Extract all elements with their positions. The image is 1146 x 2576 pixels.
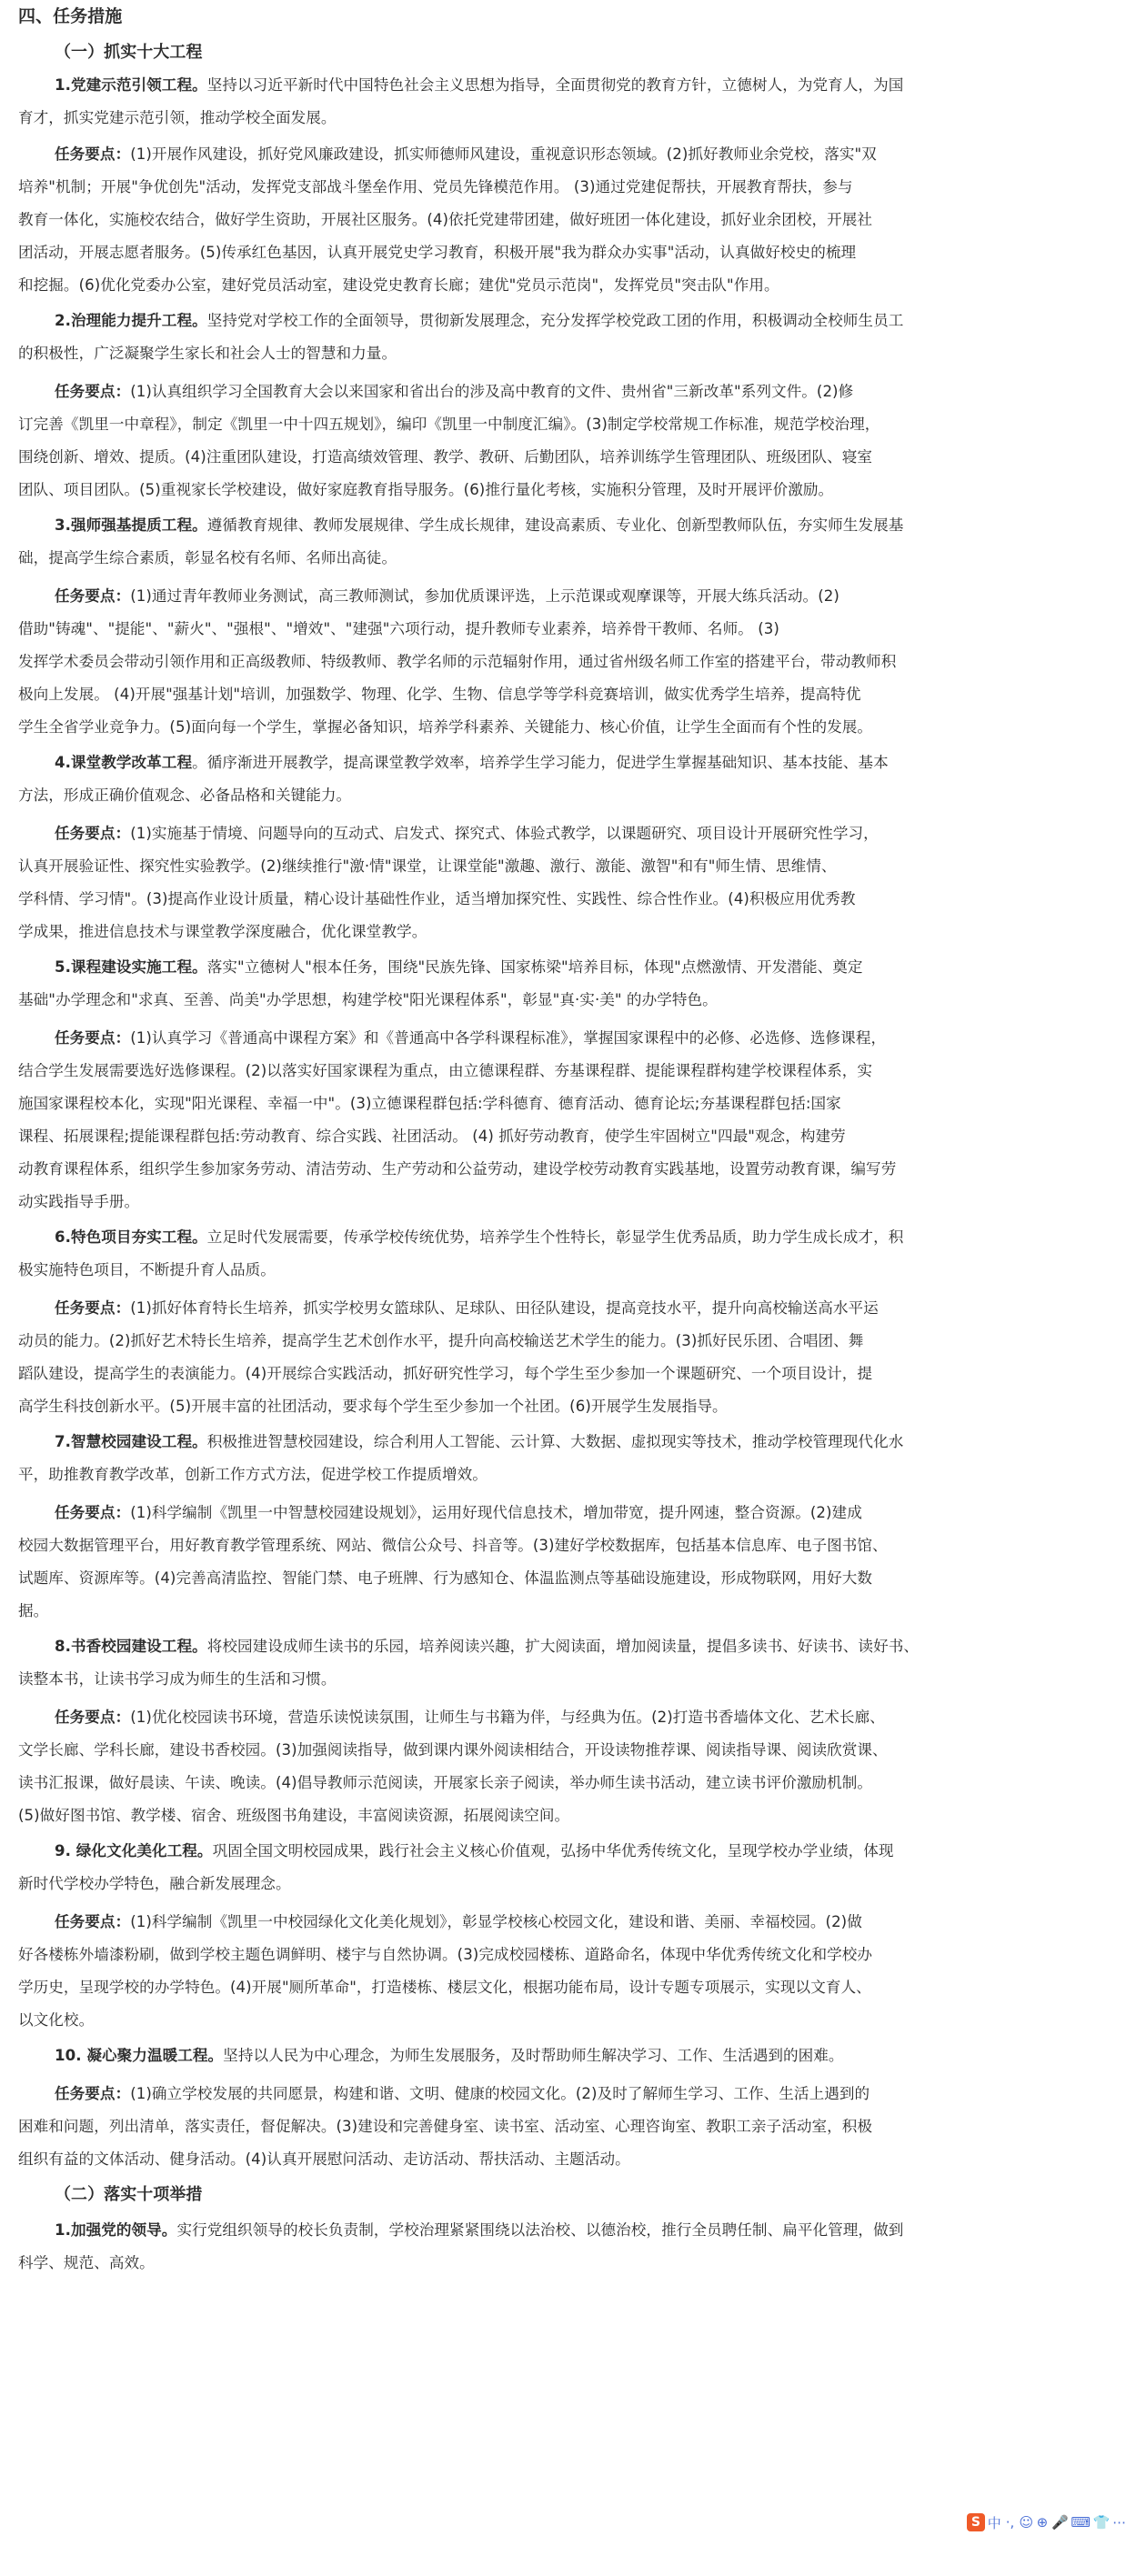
subsection-title: （二）落实十项举措 (55, 2185, 203, 2204)
paragraph-line: 6.特色项目夯实工程。立足时代发展需要，传承学校传统优势，培养学生个性特长，彰显学生优秀品质，助力学生成长成才，积 (55, 1228, 904, 1246)
paragraph-line: (5)做好图书馆、教学楼、宿舍、班级图书角建设，丰富阅读资源，拓展阅读空间。 (18, 1807, 570, 1824)
paragraph-line: 学科情、学习情"。(3)提高作业设计质量，精心设计基础性作业，适当增加探究性、实践性、综合性作业。(4)积极应用优秀教 (18, 890, 856, 907)
paragraph-line: 组织有益的文体活动、健身活动。(4)认真开展慰问活动、走访活动、帮扶活动、主题活动。 (18, 2150, 630, 2168)
paragraph-line: 团队、项目团队。(5)重视家长学校建设，做好家庭教育指导服务。(6)推行量化考核，实施积分管理，及时开展评价激励。 (18, 481, 834, 498)
paragraph-line: 学生全省学业竞争力。(5)面向每一个学生，掌握必备知识，培养学科素养、关键能力、核心价值，让学生全面而有个性的发展。 (18, 718, 873, 736)
paragraph-line: 任务要点：(1)科学编制《凯里一中校园绿化文化美化规划》，彰显学校核心校园文化，建设和谐、美丽、幸福校园。(2)做 (55, 1913, 862, 1930)
task-label: 任务要点： (55, 383, 131, 400)
paragraph-line: 好各楼栋外墙漆粉刷，做到学校主题色调鲜明、楼宇与自然协调。(3)完成校园楼栋、道路命名，体现中华优秀传统文化和学校办 (18, 1946, 873, 1963)
paragraph-line: 动员的能力。(2)抓好艺术特长生培养，提高学生艺术创作水平，提升向高校输送艺术学生的能力。(3)抓好民乐团、合唱团、舞 (18, 1332, 864, 1349)
emoji-icon[interactable]: ☺ (1019, 2514, 1034, 2531)
item-heading: 8.书香校园建设工程。 (55, 1638, 207, 1655)
paragraph-line: 任务要点：(1)确立学校发展的共同愿景，构建和谐、文明、健康的校园文化。(2)及时了解师生学习、工作、生活上遇到的 (55, 2085, 870, 2102)
item-heading: 4.课堂教学改革工程 (55, 754, 193, 771)
task-label: 任务要点： (55, 1504, 131, 1521)
paragraph-line: 任务要点：(1)科学编制《凯里一中智慧校园建设规划》，运用好现代信息技术，增加带宽，提升网速，整合资源。(2)建成 (55, 1504, 862, 1521)
paragraph-line: 围绕创新、增效、提质。(4)注重团队建设，打造高绩效管理、教学、教研、后勤团队，培养训练学生管理团队、班级团队、寝室 (18, 448, 873, 466)
paragraph-line: 结合学生发展需要选好选修课程。(2)以落实好国家课程为重点，由立德课程群、夯基课程群、提能课程群构建学校课程体系，实 (18, 1062, 873, 1079)
paragraph-line: 4.课堂教学改革工程。循序渐进开展教学，提高课堂教学效率，培养学生学习能力，促进学生掌握基础知识、基本技能、基本 (55, 754, 889, 771)
paragraph-line: 读整本书，让读书学习成为师生的生活和习惯。 (18, 1670, 337, 1688)
paragraph-line: 的积极性，广泛凝聚学生家长和社会人士的智慧和力量。 (18, 345, 397, 362)
item-heading: 1.党建示范引领工程。 (55, 76, 207, 94)
paragraph-line: 1.党建示范引领工程。坚持以习近平新时代中国特色社会主义思想为指导，全面贯彻党的教育方针，立德树人，为党育人，为国 (55, 76, 904, 94)
paragraph-line: 施国家课程校本化，实现"阳光课程、幸福一中"。(3)立德课程群包括:学科德育、德育活动、德育论坛;夯基课程群包括:国家 (18, 1095, 841, 1112)
paragraph-line: 任务要点：(1)认真学习《普通高中课程方案》和《普通高中各学科课程标准》，掌握国家课程中的必修、必选修、选修课程， (55, 1029, 887, 1047)
paragraph-line: 借助"铸魂"、"提能"、"薪火"、"强根"、"增效"、"建强"六项行动，提升教师专业素养，培养骨干教师、名师。 (3) (18, 620, 779, 637)
item-heading: 2.治理能力提升工程。 (55, 312, 207, 329)
paragraph-line: 课程、拓展课程;提能课程群包括:劳动教育、综合实践、社团活动。 (4) 抓好劳动教育，使学生牢固树立"四最"观念，构建劳 (18, 1128, 846, 1145)
paragraph-line: 以文化校。 (18, 2011, 95, 2029)
paragraph-line: 方法，形成正确价值观念、必备品格和关键能力。 (18, 787, 352, 804)
paragraph-line: 5.课程建设实施工程。落实"立德树人"根本任务，围绕"民族先锋、国家栋梁"培养目标，体现"点燃激情、开发潜能、奠定 (55, 958, 863, 976)
item-heading: 9. 绿化文化美化工程。 (55, 1842, 213, 1859)
more-icon[interactable]: ⋯ (1112, 2514, 1127, 2531)
task-label: 任务要点： (55, 825, 131, 842)
paragraph-line: 读书汇报课，做好晨读、午读、晚读。(4)倡导教师示范阅读，开展家长亲子阅读，举办师生读书活动，建立读书评价激励机制。 (18, 1774, 873, 1791)
paragraph-line: 学历史，呈现学校的办学特色。(4)开展"厕所革命"，打造楼栋、楼层文化，根据功能布局，设计专题专项展示，实现以文育人、 (18, 1979, 871, 1996)
paragraph-line: 任务要点：(1)认真组织学习全国教育大会以来国家和省出台的涉及高中教育的文件、贵州省"三新改革"系列文件。(2)修 (55, 383, 854, 400)
paragraph-line: 育才，抓实党建示范引领，推动学校全面发展。 (18, 109, 337, 126)
paragraph-line: 动教育课程体系，组织学生参加家务劳动、清洁劳动、生产劳动和公益劳动，建设学校劳动教育实践基地，设置劳动教育课，编写劳 (18, 1160, 897, 1178)
settings-icon[interactable]: ⊕ (1036, 2514, 1049, 2531)
paragraph-line: 文学长廊、学科长廊，建设书香校园。(3)加强阅读指导，做到课内课外阅读相结合，开设读物推荐课、阅读指导课、阅读欣赏课、 (18, 1741, 888, 1759)
paragraph-line: 2.治理能力提升工程。坚持党对学校工作的全面领导，贯彻新发展理念，充分发挥学校党政工团的作用，积极调动全校师生员工 (55, 312, 904, 329)
paragraph-line: 任务要点：(1)通过青年教师业务测试，高三教师测试，参加优质课评选，上示范课或观摩课等，开展大练兵活动。(2) (55, 587, 839, 605)
paragraph-line: 高学生科技创新水平。(5)开展丰富的社团活动，要求每个学生至少参加一个社团。(6)开展学生发展指导。 (18, 1398, 728, 1415)
paragraph-line: 试题库、资源库等。(4)完善高清监控、智能门禁、电子班牌、行为感知仓、体温监测点等基础设施建设，形成物联网，用好大数 (18, 1569, 873, 1587)
task-label: 任务要点： (55, 1029, 131, 1047)
item-heading: 10. 凝心聚力温暖工程。 (55, 2047, 224, 2064)
paragraph-line: 1.加强党的领导。实行党组织领导的校长负责制，学校治理紧紧围绕以法治校、以德治校，推行全员聘任制、扁平化管理，做到 (55, 2221, 904, 2239)
task-label: 任务要点： (55, 1913, 131, 1930)
task-label: 任务要点： (55, 587, 131, 605)
paragraph-line: 任务要点：(1)优化校园读书环境，营造乐读悦读氛围，让师生与书籍为伴，与经典为伍。(2)打造书香墙体文化、艺术长廊、 (55, 1709, 885, 1726)
sogou-logo-icon[interactable]: S (967, 2513, 985, 2531)
paragraph-line: 础，提高学生综合素质，彰显名校有名师、名师出高徒。 (18, 549, 397, 566)
item-heading: 1.加强党的领导。 (55, 2221, 177, 2239)
paragraph-line: 基础"办学理念和"求真、至善、尚美"办学思想，构建学校"阳光课程体系"，彰显"真·实·美" 的办学特色。 (18, 991, 718, 1008)
paragraph-line: 团活动，开展志愿者服务。(5)传承红色基因，认真开展党史学习教育，积极开展"我为群众办实事"活动，认真做好校史的梳理 (18, 244, 857, 261)
paragraph-line: 学成果，推进信息技术与课堂教学深度融合，优化课堂教学。 (18, 923, 427, 940)
paragraph-line: 极向上发展。 (4)开展"强基计划"培训，加强数学、物理、化学、生物、信息学等学科竞赛培训，做实优秀学生培养，提高特优 (18, 686, 861, 703)
paragraph-line: 任务要点：(1)开展作风建设，抓好党风廉政建设，抓实师德师风建设，重视意识形态领域。(2)抓好教师业余党校，落实"双 (55, 145, 877, 163)
item-heading: 5.课程建设实施工程。 (55, 958, 207, 976)
skin-icon[interactable]: 👕 (1092, 2514, 1111, 2531)
paragraph-line: 困难和问题，列出清单，落实责任，督促解决。(3)建设和完善健身室、读书室、活动室、心理咨询室、教职工亲子活动室，积极 (18, 2118, 873, 2135)
paragraph-line: 动实践指导手册。 (18, 1193, 140, 1210)
task-label: 任务要点： (55, 2085, 131, 2102)
ime-language-toggle[interactable]: 中 (987, 2514, 1001, 2531)
task-label: 任务要点： (55, 145, 131, 163)
punctuation-icon[interactable]: ·, (1005, 2514, 1015, 2531)
item-heading: 7.智慧校园建设工程。 (55, 1433, 207, 1450)
ime-toolbar[interactable] (967, 2511, 1126, 2533)
item-heading: 6.特色项目夯实工程。 (55, 1228, 207, 1246)
paragraph-line: 教育一体化，实施校农结合，做好学生资助，开展社区服务。(4)依托党建带团建，做好班团一体化建设，抓好业余团校，开展社 (18, 211, 873, 228)
paragraph-line: 发挥学术委员会带动引领作用和正高级教师、特级教师、教学名师的示范辐射作用，通过省州级名师工作室的搭建平台，带动教师积 (18, 653, 897, 670)
paragraph-line: 认真开展验证性、探究性实验教学。(2)继续推行"激·情"课堂，让课堂能"激趣、激行、激能、激智"和有"师生情、思维情、 (18, 857, 837, 875)
paragraph-line: 培养"机制；开展"争优创先"活动，发挥党支部战斗堡垒作用、党员先锋模范作用。 (3)通过党建促帮扶，开展教育帮扶，参与 (18, 178, 853, 195)
paragraph-line: 7.智慧校园建设工程。积极推进智慧校园建设，综合利用人工智能、云计算、大数据、虚拟现实等技术，推动学校管理现代化水 (55, 1433, 904, 1450)
paragraph-line: 校园大数据管理平台，用好教育教学管理系统、网站、微信公众号、抖音等。(3)建好学校数据库，包括基本信息库、电子图书馆、 (18, 1537, 888, 1554)
paragraph-line: 10. 凝心聚力温暖工程。坚持以人民为中心理念，为师生发展服务，及时帮助师生解决学习、工作、生活遇到的困难。 (55, 2047, 844, 2064)
paragraph-line: 据。 (18, 1602, 49, 1619)
section-title: 四、任务措施 (18, 6, 123, 26)
paragraph-line: 订完善《凯里一中章程》，制定《凯里一中十四五规划》，编印《凯里一中制度汇编》。(3)制定学校常规工作标准，规范学校治理， (18, 416, 880, 433)
paragraph-line: 9. 绿化文化美化工程。巩固全国文明校园成果，践行社会主义核心价值观，弘扬中华优秀传统文化，呈现学校办学业绩，体现 (55, 1842, 894, 1859)
paragraph-line: 3.强师强基提质工程。遵循教育规律、教师发展规律、学生成长规律，建设高素质、专业化、创新型教师队伍，夯实师生发展基 (55, 516, 904, 534)
paragraph-line: 任务要点：(1)实施基于情境、问题导向的互动式、启发式、探究式、体验式教学，以课题研究、项目设计开展研究性学习， (55, 825, 879, 842)
keyboard-icon[interactable]: ⌨ (1071, 2514, 1091, 2531)
task-label: 任务要点： (55, 1299, 131, 1317)
paragraph-line: 科学、规范、高效。 (18, 2254, 155, 2271)
task-label: 任务要点： (55, 1709, 131, 1726)
paragraph-line: 任务要点：(1)抓好体育特长生培养，抓实学校男女篮球队、足球队、田径队建设，提高竞技水平，提升向高校输送高水平运 (55, 1299, 879, 1317)
paragraph-line: 蹈队建设，提高学生的表演能力。(4)开展综合实践活动，抓好研究性学习，每个学生至少参加一个课题研究、一个项目设计，提 (18, 1365, 873, 1382)
paragraph-line: 新时代学校办学特色，融合新发展理念。 (18, 1875, 291, 1892)
microphone-icon[interactable]: 🎤 (1050, 2514, 1069, 2531)
paragraph-line: 和挖掘。(6)优化党委办公室，建好党员活动室，建设党史教育长廊；建优"党员示范岗"，发挥党员"突击队"作用。 (18, 276, 779, 294)
subsection-title: （一）抓实十大工程 (55, 43, 203, 62)
item-heading: 3.强师强基提质工程。 (55, 516, 207, 534)
paragraph-line: 8.书香校园建设工程。将校园建设成师生读书的乐园，培养阅读兴趣，扩大阅读面，增加阅读量，提倡多读书、好读书、读好书、 (55, 1638, 920, 1655)
paragraph-line: 极实施特色项目，不断提升育人品质。 (18, 1261, 276, 1278)
paragraph-line: 平，助推教育教学改革，创新工作方式方法，促进学校工作提质增效。 (18, 1466, 488, 1483)
